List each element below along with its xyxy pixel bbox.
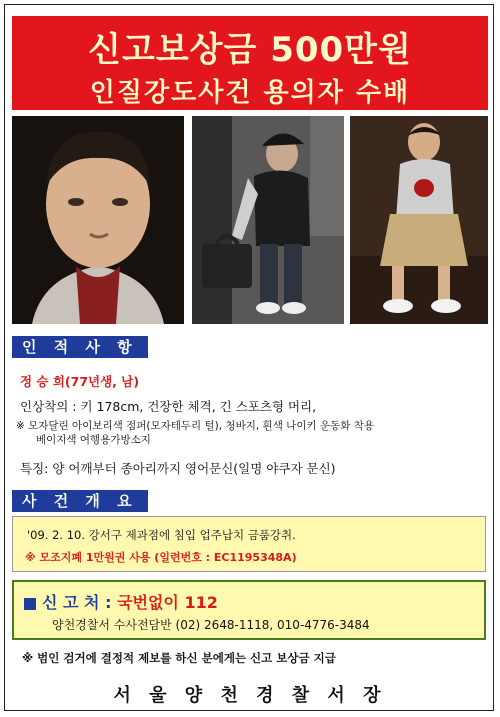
wanted-subtitle: 인질강도사건 용의자 수배 [89, 78, 411, 108]
clothing-line: ※ 모자달린 아이보리색 점퍼(모자테두리 털), 청바지, 흰색 나이키 운동화 착용 [16, 420, 374, 432]
suspect-cctv-photo [192, 116, 344, 324]
police-contact: 양천경찰서 수사전담반 (02) 2648-1118, 010-4776-3484 [52, 618, 370, 632]
incident-heading: 사 건 개 요 [12, 490, 148, 512]
report-contact-box [12, 580, 486, 640]
hotline-number: 국번없이 112 [117, 593, 218, 612]
personal-info-heading: 인 적 사 항 [12, 336, 148, 358]
reward-notice: ※ 범인 검거에 결정적 제보를 하신 분에게는 신고 보상금 지급 [22, 651, 336, 665]
suspect-face-photo [12, 116, 184, 324]
issuer-signature: 서 울 양 천 경 찰 서 장 [113, 685, 387, 706]
suspect-name: 정 승 희(77년생, 남) [20, 374, 140, 389]
tattoo-feature-line: 특징: 양 어깨부터 종아리까지 영어문신(일명 야쿠자 문신) [20, 461, 336, 476]
clothing-line-2: 베이지색 여행용가방소지 [36, 434, 151, 446]
poster-header [12, 16, 488, 110]
square-bullet-icon [24, 598, 36, 610]
suspect-fullbody-photo [350, 116, 488, 324]
counterfeit-note: ※ 모조지폐 1만원권 사용 (일련번호 : EC1195348A) [25, 551, 297, 564]
reward-title: 신고보상금 500만원 [88, 30, 412, 70]
report-label: 신 고 처 : [42, 593, 112, 612]
incident-summary: '09. 2. 10. 강서구 제과점에 침입 업주납치 금품강취. [27, 528, 296, 542]
incident-summary-box [12, 516, 486, 572]
appearance-line: 인상착의 : 키 178cm, 건장한 체격, 긴 스포츠형 머리, [20, 399, 317, 414]
